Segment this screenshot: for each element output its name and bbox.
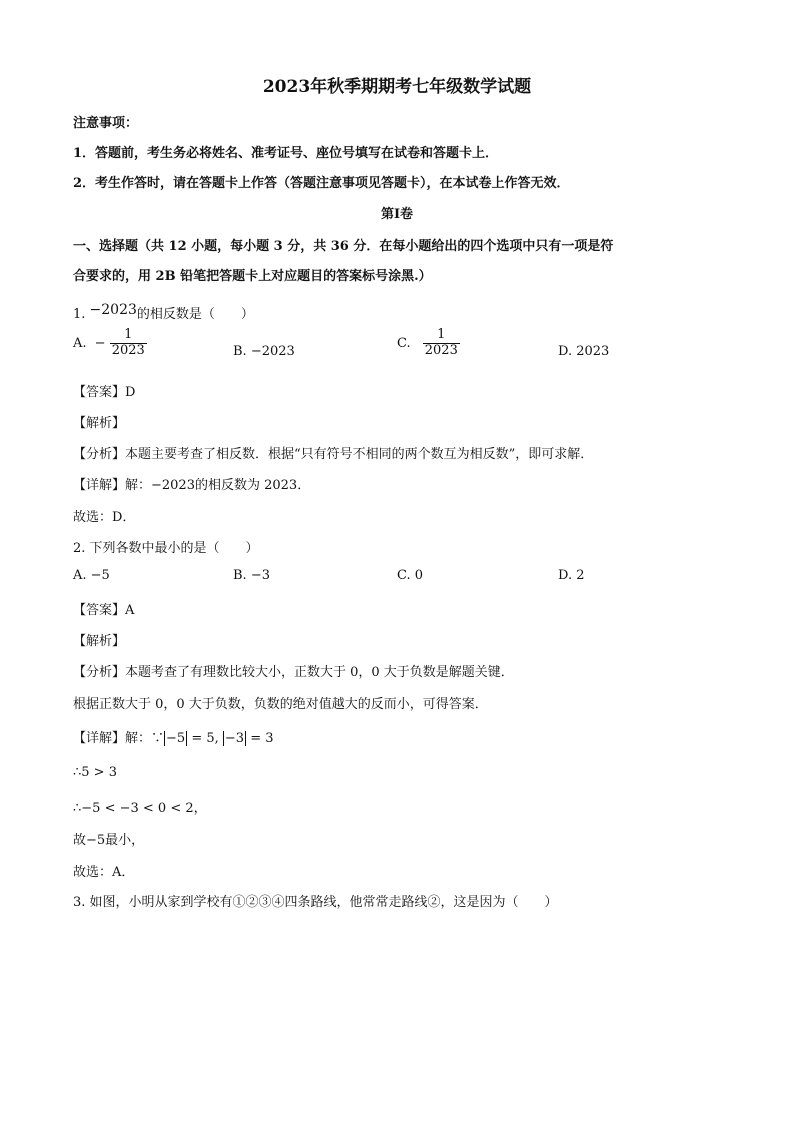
q1-option-a-fraction <box>110 328 147 359</box>
q2-option-c: C. 0 <box>397 568 424 583</box>
fraction-numerator: 1 <box>124 327 133 342</box>
q1-expression: −2023 <box>89 302 137 318</box>
q2-abs-value-2: −3 <box>224 731 245 746</box>
q2-xiangjie-prefix: 【详解】解：∵ <box>73 731 165 746</box>
q3-stem: 3. 如图，小明从家到学校有①②③④四条路线，他常常走路线②，这是因为（ ） <box>73 895 558 910</box>
q2-option-a: A. −5 <box>73 568 110 583</box>
q2-option-d: D. 2 <box>558 568 585 583</box>
q1-option-a-sign: − <box>94 335 106 351</box>
q1-xiangjie: 【详解】解：−2023的相反数为 2023． <box>73 478 311 493</box>
q1-question-text: 的相反数是（ ） <box>136 307 254 322</box>
q1-answer: 【答案】D <box>73 385 136 400</box>
q1-number: 1. <box>73 307 86 322</box>
q1-option-c-fraction <box>423 328 460 359</box>
q1-option-c-label: C. <box>397 335 411 351</box>
q2-reason: 根据正数大于 0，0 大于负数，负数的绝对值越大的反而小，可得答案． <box>73 697 488 712</box>
q2-choice: 故选：A． <box>73 865 135 880</box>
q1-choice: 故选：D． <box>73 510 136 525</box>
section-label: 第Ⅰ卷 <box>380 207 414 222</box>
notice-heading: 注意事项： <box>73 116 139 131</box>
fraction-denominator: 2023 <box>111 342 145 358</box>
part1-instructions-line2: 合要求的，用 2B 铅笔把答题卡上对应题目的答案标号涂黑.） <box>73 269 432 284</box>
q2-abs-value-1: −5 <box>166 731 186 746</box>
q2-option-b: B. −3 <box>233 568 270 583</box>
notice-item-1: 1．答题前，考生务必将姓名、准考证号、座位号填写在试卷和答题卡上． <box>73 146 499 161</box>
q2-equation-2: = 3 <box>246 731 274 746</box>
q2-step-3: 故−5最小， <box>73 833 145 848</box>
q1-option-c <box>397 328 460 359</box>
q1-option-d: D. 2023 <box>558 344 610 359</box>
q1-option-a-label: A. <box>73 335 87 351</box>
q2-fenxi: 【分析】本题考查了有理数比较大小，正数大于 0，0 大于负数是解题关键． <box>73 665 514 680</box>
page-title: 2023年秋季期期考七年级数学试题 <box>262 77 532 97</box>
q2-xiangjie <box>73 727 274 746</box>
notice-item-2: 2．考生作答时，请在答题卡上作答（答题注意事项见答题卡），在本试卷上作答无效． <box>73 176 570 191</box>
q2-answer: 【答案】A <box>73 603 135 618</box>
q2-step-1: ∴5 > 3 <box>73 765 117 780</box>
q1-analysis-heading: 【解析】 <box>73 416 126 431</box>
fraction-numerator: 1 <box>437 327 446 342</box>
fraction-denominator: 2023 <box>424 342 458 358</box>
q2-step-2: ∴−5 < −3 < 0 < 2， <box>73 801 207 816</box>
q1-option-b: B. −2023 <box>233 344 295 359</box>
q1-option-a <box>73 328 147 359</box>
q1-fenxi: 【分析】本题主要考查了相反数．根据“只有符号不相同的两个数互为相反数”，即可求解． <box>73 447 594 462</box>
q2-equation-1: = 5, <box>187 731 223 746</box>
q1-stem <box>73 303 254 322</box>
part1-instructions-line1: 一、选择题（共 12 小题，每小题 3 分，共 36 分．在每小题给出的四个选项中只有一项是符 <box>73 239 614 254</box>
q2-analysis-heading: 【解析】 <box>73 634 126 649</box>
q2-stem: 2. 下列各数中最小的是（ ） <box>73 541 259 556</box>
